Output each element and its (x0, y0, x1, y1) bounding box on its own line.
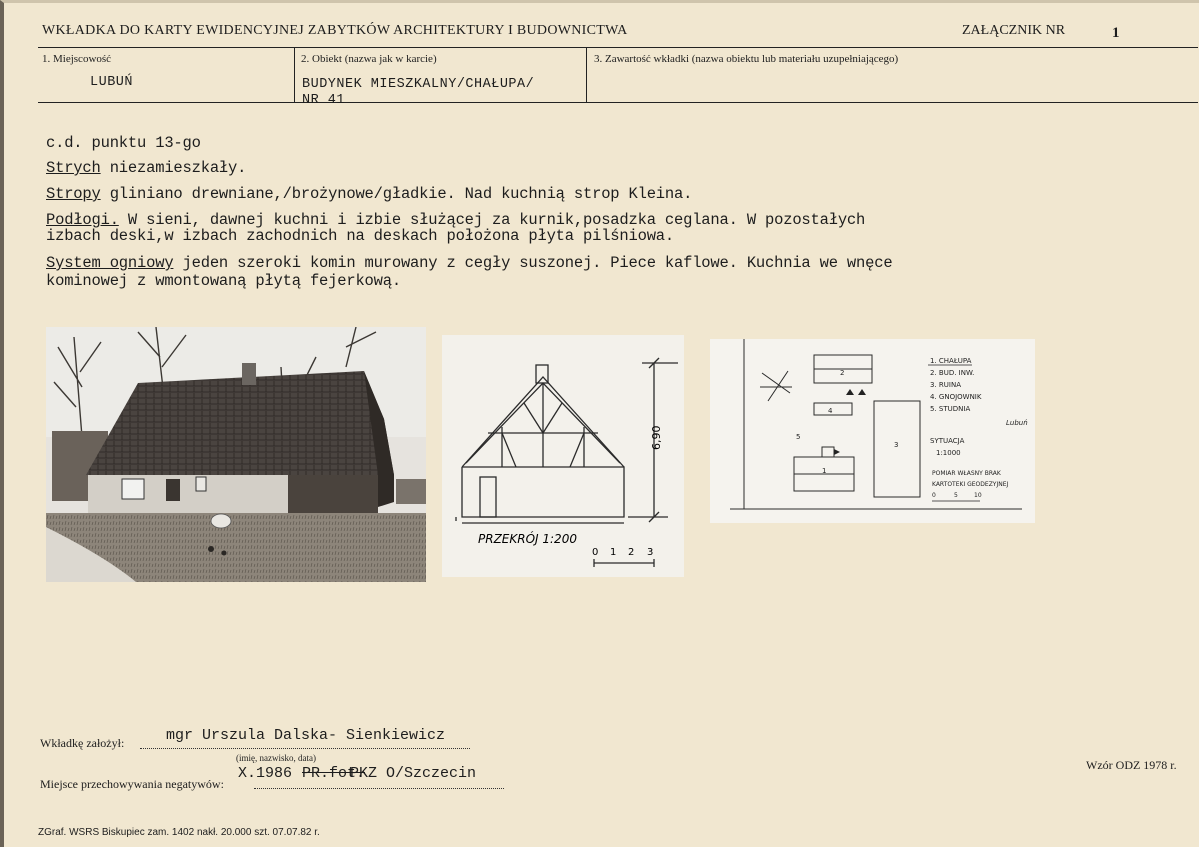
legend-item-1: 1. CHAŁUPA (930, 357, 972, 365)
form-title: WKŁADKA DO KARTY EWIDENCYJNEJ ZABYTKÓW ARCHITEKTURY I BUDOWNICTWA (42, 23, 628, 38)
cottage-photo (46, 327, 426, 582)
section-scale-tick-1: 1 (610, 547, 617, 558)
cross-section-drawing (442, 335, 684, 577)
situation-label: SYTUACJA (930, 437, 965, 445)
plan-scale-tick-5: 5 (954, 492, 958, 499)
fire-text-1: jeden szeroki komin murowany z cegły suszonej. Piece kaflowe. Kuchnia we wnęce (173, 254, 893, 272)
continuation-heading: c.d. punktu 13-go (46, 134, 201, 152)
object-value-line2: NR 41 (302, 93, 346, 108)
fire-term: System ogniowy (46, 254, 174, 272)
plan-number-2: 2 (840, 369, 845, 377)
field-divider-1 (294, 47, 295, 103)
ceilings-line (46, 186, 692, 203)
floors-line-2: izbach deski,w izbach zachodnich na deskach położona płyta pilśniowa. (46, 227, 675, 245)
object-label: 2. Obiekt (nazwa jak w karcie) (301, 53, 437, 65)
ceilings-term: Stropy (46, 185, 101, 203)
section-scale-tick-3: 3 (647, 547, 654, 558)
attic-text: niezamieszkały. (100, 159, 247, 177)
locality-label: 1. Miejscowość (42, 53, 112, 65)
place-label: Lubuń (1006, 419, 1028, 427)
section-scale-tick-2: 2 (628, 547, 635, 558)
attic-term: Strych (46, 159, 101, 177)
legend-item-3: 3. RUINA (930, 381, 961, 389)
legend-item-5: 5. STUDNIA (930, 405, 971, 413)
form-reference: Wzór ODZ 1978 r. (1086, 758, 1177, 772)
founder-note: (imię, nazwisko, data) (236, 753, 316, 763)
fire-line-1 (46, 255, 892, 272)
cottage-photo-image (46, 327, 426, 582)
floors-term: Podłogi. (46, 211, 119, 229)
annex-number: 1 (1112, 25, 1120, 41)
field-divider-2 (586, 47, 587, 103)
header-rule (38, 47, 1198, 48)
plan-scale-tick-10: 10 (974, 492, 982, 499)
source-line-1: POMIAR WŁASNY BRAK (932, 470, 1001, 477)
print-info: ZGraf. WSRS Biskupiec zam. 1402 nakł. 20.000 szt. 07.07.82 r. (38, 827, 320, 838)
section-scale-tick-0: 0 (592, 547, 599, 558)
cross-section-sketch (442, 335, 684, 577)
founder-dotted-line (140, 748, 470, 749)
plan-number-4: 4 (828, 407, 833, 415)
storage-label: Miejsce przechowywania negatywów: (40, 777, 224, 791)
source-line-2: KARTOTEKI GEODEZYJNEJ (932, 481, 1009, 488)
object-value-line1: BUDYNEK MIESZKALNY/CHAŁUPA/ (302, 77, 535, 92)
section-caption: PRZEKRÓJ 1:200 (478, 532, 577, 546)
struck-text: PR.fot. (302, 765, 366, 782)
site-plan-sketch (710, 339, 1035, 523)
floors-text-1: W sieni, dawnej kuchni i izbie służącej za kurnik,posadzka ceglana. W pozostałych (118, 211, 866, 229)
plan-number-3: 3 (894, 441, 899, 449)
plan-number-1: 1 (822, 467, 827, 475)
content-label: 3. Zawartość wkładki (nazwa obiektu lub materiału uzupełniającego) (594, 53, 899, 65)
attic-line (46, 160, 246, 177)
legend-item-4: 4. GNOJOWNIK (930, 393, 982, 401)
fields-bottom-rule (38, 102, 1198, 103)
plan-scale-tick-0: 0 (932, 492, 936, 499)
founder-label: Wkładkę założył: (40, 736, 125, 750)
storage-dotted-line (254, 788, 504, 789)
situation-scale: 1:1000 (936, 449, 961, 457)
fire-line-2: kominowej z wmontowaną płytą fejerkową. (46, 272, 401, 290)
section-height-label: 6,90 (650, 425, 663, 450)
storage-value: PKZ O/Szczecin (350, 765, 477, 782)
founder-value: mgr Urszula Dalska- Sienkiewicz (166, 727, 446, 744)
annex-label: ZAŁĄCZNIK NR (962, 23, 1066, 38)
locality-value: LUBUŃ (90, 75, 134, 90)
date-value: X.1986 (238, 765, 293, 782)
legend-item-2: 2. BUD. INW. (930, 369, 975, 377)
ceilings-text: gliniano drewniane,/brożynowe/gładkie. Nad kuchnią strop Kleina. (100, 185, 693, 203)
plan-number-5: 5 (796, 433, 801, 441)
site-plan-drawing (710, 339, 1035, 523)
